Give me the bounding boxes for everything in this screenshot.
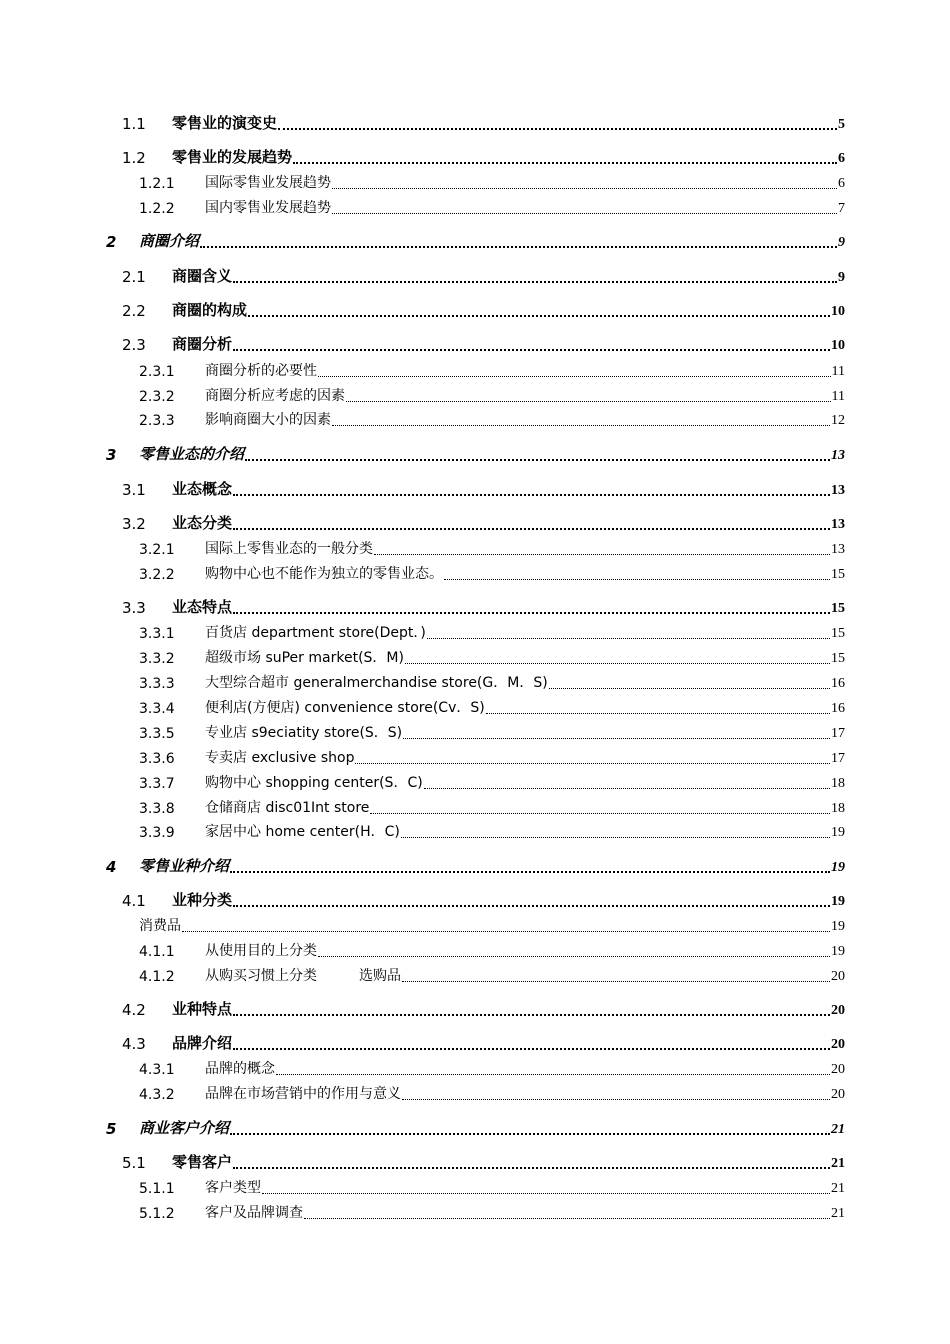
toc-title: 家居中心 home center(H．C) [205, 824, 400, 840]
toc-entry[interactable] [0, 773, 950, 795]
toc-entry[interactable] [0, 723, 950, 745]
toc-entry[interactable] [0, 335, 950, 357]
toc-page-number: 13 [831, 483, 845, 498]
toc-entry[interactable] [0, 1178, 950, 1200]
toc-entry[interactable] [0, 361, 950, 383]
toc-title: 零售业的发展趋势 [172, 148, 293, 166]
dot-leader [230, 1133, 830, 1135]
toc-title: 国际上零售业态的一般分类 [205, 541, 373, 557]
toc-entry[interactable] [0, 232, 950, 254]
toc-page-number: 17 [831, 726, 845, 741]
toc-page-number: 7 [838, 201, 845, 216]
toc-page-number: 15 [831, 601, 845, 616]
toc-title: 大型综合超市 generalmerchandise store(G．M．S) [205, 675, 548, 691]
toc-entry[interactable] [0, 1034, 950, 1056]
dot-leader [332, 425, 830, 426]
toc-entry[interactable] [0, 267, 950, 289]
toc-page-number: 18 [831, 801, 845, 816]
dot-leader [424, 788, 830, 789]
toc-title: 专业店 s9eciatity store(S．S) [205, 725, 403, 741]
toc-number: 2.2 [122, 302, 146, 320]
toc-page-number: 13 [831, 448, 845, 463]
toc-title: 品牌介绍 [172, 1034, 233, 1052]
toc-page-number: 19 [831, 944, 845, 959]
toc-page-number: 19 [831, 919, 845, 934]
toc-entry[interactable] [0, 386, 950, 408]
toc-entry[interactable] [0, 1119, 950, 1141]
toc-title: 商圈分析应考虑的因素 [205, 388, 345, 404]
toc-entry[interactable] [0, 966, 950, 988]
toc-page-number: 17 [831, 751, 845, 766]
toc-title: 影响商圈大小的因素 [205, 412, 331, 428]
toc-entry[interactable] [0, 514, 950, 536]
toc-page-number: 21 [831, 1206, 845, 1221]
toc-number: 1.2 [122, 149, 146, 167]
toc-entry[interactable] [0, 1000, 950, 1022]
dot-leader [262, 1193, 830, 1194]
dot-leader [402, 1099, 830, 1100]
toc-page-number: 16 [831, 701, 845, 716]
toc-title: 业态特点 [172, 598, 233, 616]
toc-page-number: 10 [831, 338, 845, 353]
toc-entry[interactable] [0, 445, 950, 467]
toc-number: 3.3.5 [139, 726, 175, 742]
toc-title: 从购买习惯上分类 选购品 [205, 968, 401, 984]
dot-leader [486, 713, 830, 714]
toc-number: 4 [106, 858, 117, 876]
toc-number: 2.3.3 [139, 413, 175, 429]
toc-page-number: 19 [831, 825, 845, 840]
toc-number: 3 [106, 446, 117, 464]
toc-entry[interactable] [0, 673, 950, 695]
dot-leader [370, 813, 830, 814]
dot-leader [233, 528, 830, 530]
dot-leader [233, 494, 830, 496]
dot-leader [549, 688, 830, 689]
dot-leader [304, 1218, 830, 1219]
toc-title: 购物中心 shopping center(S．C) [205, 775, 423, 791]
dot-leader [233, 1048, 830, 1050]
toc-title: 零售业种介绍 [139, 857, 230, 875]
toc-entry[interactable] [0, 798, 950, 820]
toc-number: 5.1 [122, 1154, 146, 1172]
toc-title: 品牌的概念 [205, 1061, 275, 1077]
toc-page-number: 13 [831, 517, 845, 532]
dot-leader [346, 401, 831, 402]
toc-number: 4.3.2 [139, 1087, 175, 1103]
toc-page-number: 5 [838, 117, 845, 132]
dot-leader [233, 1014, 830, 1016]
toc-entry[interactable] [0, 410, 950, 432]
toc-title: 零售业的演变史 [172, 114, 278, 132]
dot-leader [355, 763, 830, 764]
toc-number: 3.1 [122, 481, 146, 499]
dot-leader [427, 638, 830, 639]
toc-page-number: 21 [831, 1122, 845, 1137]
toc-number: 5.1.2 [139, 1206, 175, 1222]
dot-leader [401, 837, 830, 838]
toc-number: 4.1.2 [139, 969, 175, 985]
toc-number: 3.3.6 [139, 751, 175, 767]
dot-leader [405, 663, 830, 664]
toc-page-number: 20 [831, 1003, 845, 1018]
toc-page-number: 15 [831, 651, 845, 666]
toc-entry[interactable] [0, 114, 950, 136]
toc-title: 购物中心也不能作为独立的零售业态。 [205, 566, 443, 582]
dot-leader [332, 188, 837, 189]
toc-entry[interactable] [0, 1153, 950, 1175]
toc-entry[interactable] [0, 891, 950, 913]
toc-number: 3.2 [122, 515, 146, 533]
toc-title: 国际零售业发展趋势 [205, 175, 331, 191]
toc-page-number: 6 [838, 176, 845, 191]
toc-title: 从使用目的上分类 [205, 943, 317, 959]
toc-title: 专卖店 exclusive shop [205, 750, 355, 766]
toc-entry[interactable] [0, 1203, 950, 1225]
toc-number: 3.2.1 [139, 542, 175, 558]
toc-title: 商圈分析 [172, 335, 233, 353]
dot-leader [230, 871, 830, 873]
dot-leader [403, 738, 830, 739]
toc-title: 零售客户 [172, 1153, 233, 1171]
dot-leader [233, 612, 830, 614]
dot-leader [278, 128, 837, 130]
toc-entry[interactable] [0, 198, 950, 220]
toc-number: 3.3.4 [139, 701, 175, 717]
toc-number: 3.3.8 [139, 801, 175, 817]
toc-page-number: 21 [831, 1181, 845, 1196]
toc-entry[interactable] [0, 173, 950, 195]
toc-title: 商圈的构成 [172, 301, 248, 319]
toc-page-number: 9 [838, 235, 845, 250]
toc-title: 商圈含义 [172, 267, 233, 285]
toc-number: 5.1.1 [139, 1181, 175, 1197]
toc-number: 4.1.1 [139, 944, 175, 960]
toc-entry[interactable] [0, 648, 950, 670]
toc-entry[interactable] [0, 857, 950, 879]
toc-entry[interactable] [0, 916, 950, 938]
dot-leader [276, 1074, 830, 1075]
dot-leader [245, 459, 830, 461]
toc-title: 业态分类 [172, 514, 233, 532]
dot-leader [233, 1167, 830, 1169]
dot-leader [402, 981, 830, 982]
toc-number: 3.3.7 [139, 776, 175, 792]
toc-number: 4.3.1 [139, 1062, 175, 1078]
toc-entry[interactable] [0, 539, 950, 561]
toc-page-number: 21 [831, 1156, 845, 1171]
toc-title: 国内零售业发展趋势 [205, 200, 331, 216]
toc-title: 业种特点 [172, 1000, 233, 1018]
dot-leader [374, 554, 830, 555]
dot-leader [293, 162, 837, 164]
toc-title: 便利店(方便店) convenience store(Cv．S) [205, 700, 485, 716]
toc-number: 2.3 [122, 336, 146, 354]
toc-number: 2.3.2 [139, 389, 175, 405]
toc-page-number: 13 [831, 542, 845, 557]
toc-number: 3.3.1 [139, 626, 175, 642]
toc-title: 消费品 [139, 918, 181, 934]
toc-number: 3.3 [122, 599, 146, 617]
dot-leader [318, 376, 831, 377]
toc-number: 3.2.2 [139, 567, 175, 583]
toc-page-number: 20 [831, 1087, 845, 1102]
toc-entry[interactable] [0, 148, 950, 170]
dot-leader [233, 905, 830, 907]
toc-title: 客户及品牌调查 [205, 1205, 303, 1221]
toc-number: 2.1 [122, 268, 146, 286]
toc-page-number: 10 [831, 304, 845, 319]
dot-leader [182, 931, 830, 932]
toc-number: 1.2.2 [139, 201, 175, 217]
toc-number: 2.3.1 [139, 364, 175, 380]
toc-page-number: 6 [838, 151, 845, 166]
toc-title: 百货店 department store(Dept．) [205, 625, 426, 641]
toc-title: 商圈分析的必要性 [205, 363, 317, 379]
dot-leader [332, 213, 837, 214]
toc-title: 品牌在市场营销中的作用与意义 [205, 1086, 401, 1102]
dot-leader [318, 956, 830, 957]
toc-page-number: 19 [831, 894, 845, 909]
toc-number: 2 [106, 233, 117, 251]
dot-leader [248, 315, 830, 317]
toc-entry[interactable] [0, 1084, 950, 1106]
toc-title: 商业客户介绍 [139, 1119, 230, 1137]
toc-number: 4.3 [122, 1035, 146, 1053]
toc-title: 商圈介绍 [139, 232, 200, 250]
toc-entry[interactable] [0, 698, 950, 720]
toc-number: 3.3.9 [139, 825, 175, 841]
dot-leader [200, 246, 837, 248]
toc-entry[interactable] [0, 480, 950, 502]
toc-page-number: 19 [831, 860, 845, 875]
toc-number: 5 [106, 1120, 117, 1138]
toc-page-number: 12 [831, 413, 845, 428]
toc-number: 4.2 [122, 1001, 146, 1019]
toc-page-number: 18 [831, 776, 845, 791]
toc-entry[interactable] [0, 1059, 950, 1081]
toc-number: 1.1 [122, 115, 146, 133]
toc-number: 1.2.1 [139, 176, 175, 192]
toc-title: 客户类型 [205, 1180, 261, 1196]
toc-page-number: 20 [831, 1062, 845, 1077]
toc-entry[interactable] [0, 598, 950, 620]
toc-entry[interactable] [0, 623, 950, 645]
dot-leader [233, 349, 830, 351]
toc-entry[interactable] [0, 301, 950, 323]
toc-number: 3.3.2 [139, 651, 175, 667]
toc-title: 超级市场 suPer market(S．M) [205, 650, 404, 666]
toc-title: 业态概念 [172, 480, 233, 498]
toc-entry[interactable] [0, 941, 950, 963]
toc-page-number: 9 [838, 270, 845, 285]
toc-number: 3.3.3 [139, 676, 175, 692]
toc-page-number: 20 [831, 1037, 845, 1052]
toc-page-number: 11 [831, 389, 845, 404]
toc-page-number: 16 [831, 676, 845, 691]
toc-page-number: 20 [831, 969, 845, 984]
dot-leader [233, 281, 837, 283]
toc-title: 零售业态的介绍 [139, 445, 245, 463]
toc-page-number: 15 [831, 626, 845, 641]
toc-title: 仓储商店 disc01Int store [205, 800, 370, 816]
dot-leader [444, 579, 830, 580]
toc-entry[interactable] [0, 748, 950, 770]
toc-page-number: 11 [831, 364, 845, 379]
toc-page-number: 15 [831, 567, 845, 582]
toc-entry[interactable] [0, 822, 950, 844]
toc-number: 4.1 [122, 892, 146, 910]
toc-entry[interactable] [0, 564, 950, 586]
toc-title: 业种分类 [172, 891, 233, 909]
